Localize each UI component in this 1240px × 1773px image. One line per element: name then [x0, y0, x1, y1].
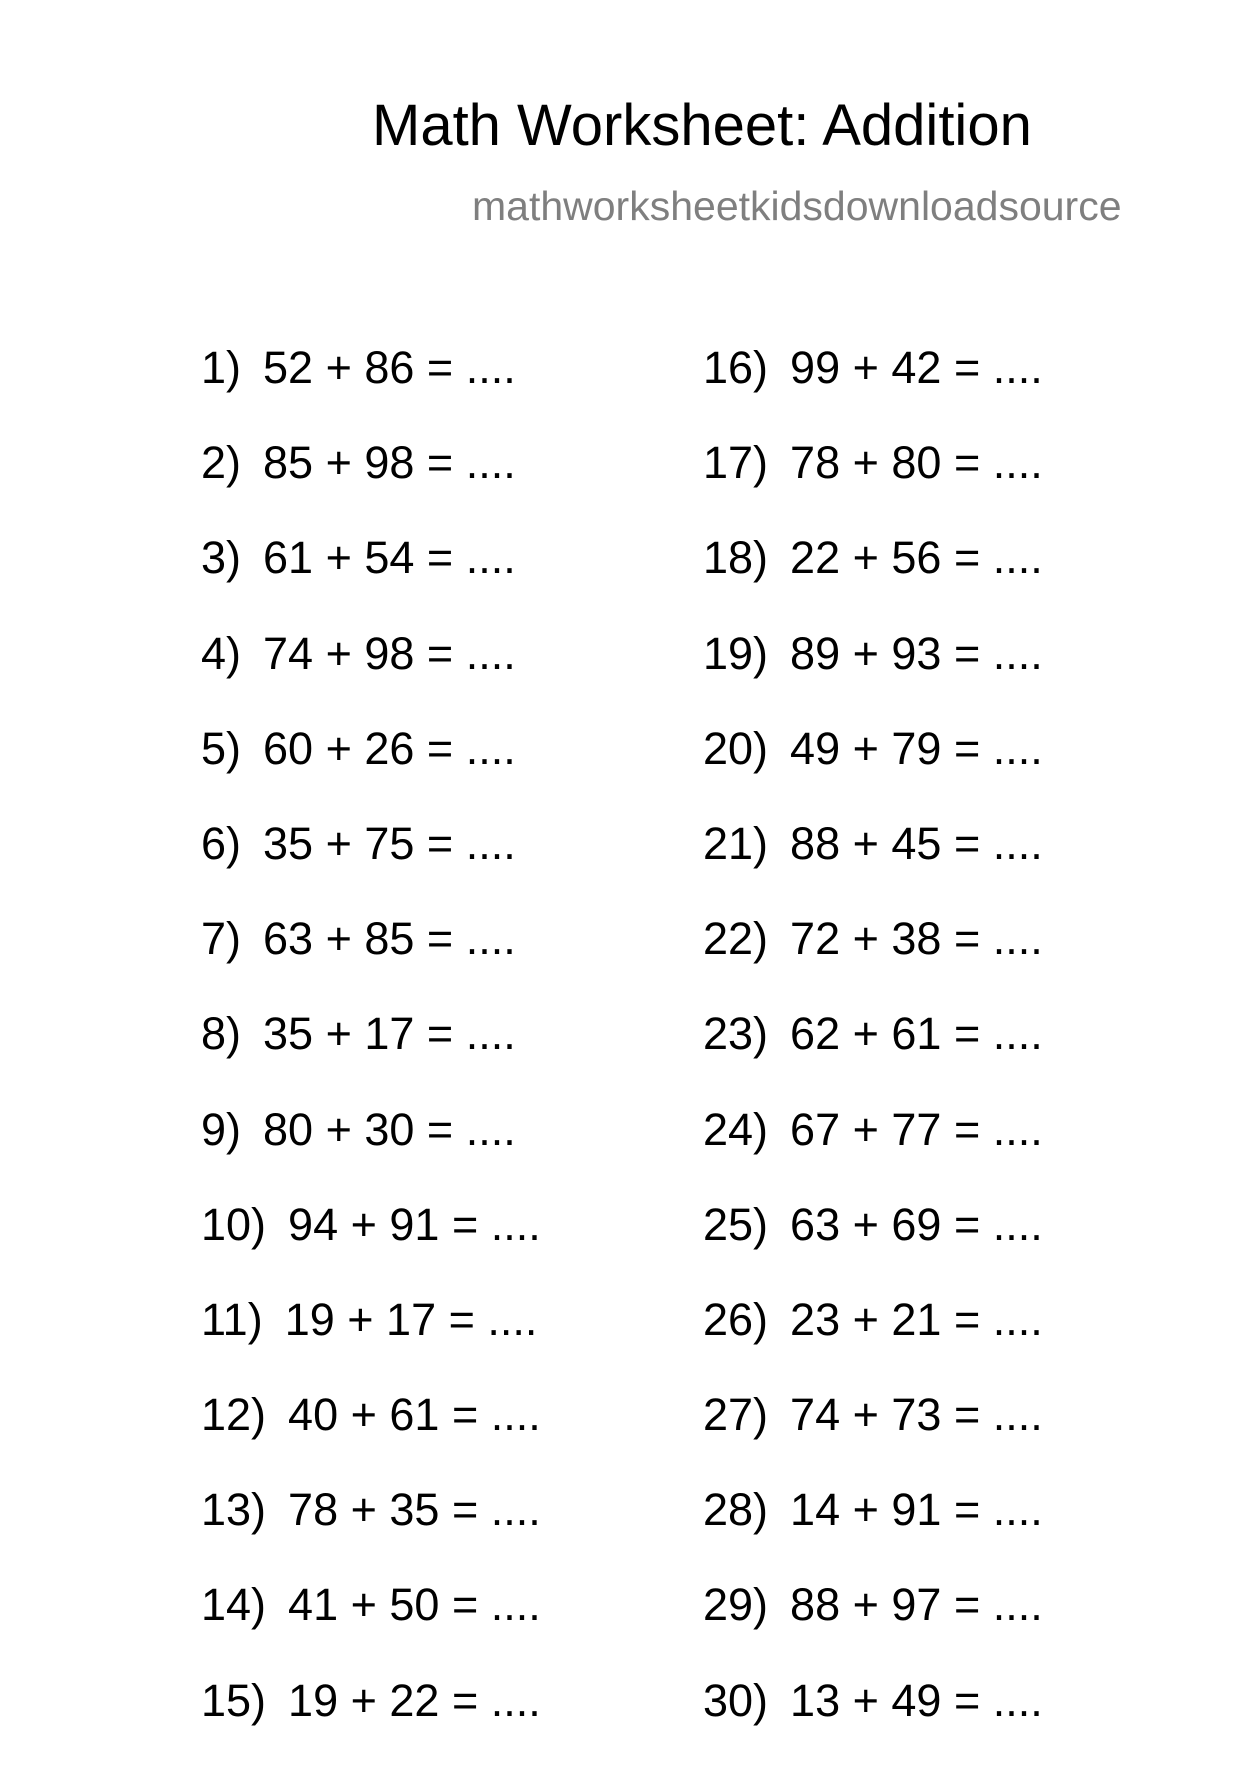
problem-expression: 23 + 21 = .... — [790, 1293, 1043, 1345]
problem-number: 13) — [201, 1484, 267, 1536]
problem-item — [703, 627, 1203, 726]
problem-expression: 19 + 17 = .... — [284, 1293, 538, 1345]
problem-item — [703, 1484, 1203, 1582]
problem-item — [201, 817, 701, 916]
problem-item — [201, 1008, 701, 1106]
problem-expression: 88 + 97 = .... — [790, 1579, 1043, 1631]
problem-item — [703, 817, 1203, 916]
problem-expression: 14 + 91 = .... — [790, 1484, 1043, 1536]
problem-item — [703, 1293, 1203, 1392]
problem-expression: 85 + 98 = .... — [263, 437, 516, 489]
problem-item — [703, 437, 1203, 535]
problem-number: 22) — [703, 913, 769, 965]
problem-expression: 35 + 17 = .... — [263, 1008, 516, 1060]
problem-number: 28) — [703, 1484, 769, 1536]
problems-column-left — [201, 342, 701, 1773]
problem-number: 17) — [703, 437, 769, 489]
problem-expression: 13 + 49 = .... — [790, 1674, 1043, 1726]
problem-item — [703, 722, 1203, 821]
problem-expression: 60 + 26 = .... — [263, 722, 516, 774]
problem-number: 3) — [201, 532, 242, 584]
problem-expression: 74 + 73 = .... — [790, 1389, 1043, 1441]
problem-expression: 49 + 79 = .... — [790, 722, 1043, 774]
problem-expression: 99 + 42 = .... — [790, 342, 1043, 393]
problem-item — [201, 913, 701, 1011]
problem-expression: 40 + 61 = .... — [288, 1389, 541, 1441]
problem-expression: 61 + 54 = .... — [263, 532, 516, 584]
problem-expression: 52 + 86 = .... — [263, 342, 516, 393]
problem-number: 23) — [703, 1008, 769, 1060]
problem-item — [201, 1579, 701, 1677]
problem-number: 1) — [201, 342, 242, 393]
problem-expression: 88 + 45 = .... — [790, 817, 1043, 869]
problem-number: 19) — [703, 627, 769, 679]
problem-number: 27) — [703, 1389, 769, 1441]
problem-item — [703, 1198, 1203, 1297]
problem-expression: 78 + 80 = .... — [790, 437, 1043, 489]
problem-expression: 19 + 22 = .... — [288, 1674, 541, 1726]
problem-number: 5) — [201, 722, 242, 774]
problem-number: 11) — [201, 1293, 263, 1345]
problem-expression: 78 + 35 = .... — [288, 1484, 541, 1536]
problem-item — [703, 1008, 1203, 1106]
problem-expression: 63 + 69 = .... — [790, 1198, 1043, 1250]
problem-number: 21) — [703, 817, 769, 869]
problem-expression: 89 + 93 = .... — [790, 627, 1043, 679]
problem-item — [201, 722, 701, 821]
problem-expression: 62 + 61 = .... — [790, 1008, 1043, 1060]
problem-item — [201, 1389, 701, 1487]
problem-number: 20) — [703, 722, 769, 774]
problem-item — [201, 1198, 701, 1297]
problem-number: 26) — [703, 1293, 769, 1345]
problem-item — [703, 1103, 1203, 1202]
problem-expression: 72 + 38 = .... — [790, 913, 1043, 965]
problem-item — [703, 913, 1203, 1011]
problem-number: 8) — [201, 1008, 242, 1060]
problem-item — [703, 532, 1203, 630]
problem-number: 12) — [201, 1389, 267, 1441]
problem-item — [201, 532, 701, 630]
problem-number: 9) — [201, 1103, 242, 1155]
problem-number: 10) — [201, 1198, 267, 1250]
problem-item — [201, 1674, 701, 1773]
problem-expression: 63 + 85 = .... — [263, 913, 516, 965]
problem-expression: 74 + 98 = .... — [263, 627, 516, 679]
problem-number: 2) — [201, 437, 242, 489]
problem-item — [201, 1293, 701, 1392]
problem-number: 15) — [201, 1674, 267, 1726]
problem-number: 14) — [201, 1579, 267, 1631]
problem-number: 24) — [703, 1103, 769, 1155]
problem-number: 25) — [703, 1198, 769, 1250]
problem-expression: 80 + 30 = .... — [263, 1103, 516, 1155]
worksheet-title: Math Worksheet: Addition — [372, 93, 1032, 158]
problem-item — [201, 627, 701, 726]
problem-number: 16) — [703, 342, 769, 393]
problem-item — [201, 342, 701, 440]
problem-item — [703, 1579, 1203, 1677]
problem-expression: 22 + 56 = .... — [790, 532, 1043, 584]
problem-item — [703, 1389, 1203, 1487]
problem-item — [201, 437, 701, 535]
problem-number: 29) — [703, 1579, 769, 1631]
problem-number: 18) — [703, 532, 769, 584]
problem-item — [703, 1674, 1203, 1773]
worksheet-source: mathworksheetkidsdownloadsource — [472, 183, 1122, 229]
problem-expression: 94 + 91 = .... — [288, 1198, 541, 1250]
problem-expression: 35 + 75 = .... — [263, 817, 516, 869]
problem-number: 6) — [201, 817, 242, 869]
problem-item — [201, 1484, 701, 1582]
problem-expression: 67 + 77 = .... — [790, 1103, 1043, 1155]
problem-item — [703, 342, 1203, 440]
problem-expression: 41 + 50 = .... — [288, 1579, 541, 1631]
problem-number: 4) — [201, 627, 242, 679]
problem-number: 30) — [703, 1674, 769, 1726]
problems-column-right — [703, 342, 1203, 1773]
problem-item — [201, 1103, 701, 1202]
problem-number: 7) — [201, 913, 242, 965]
